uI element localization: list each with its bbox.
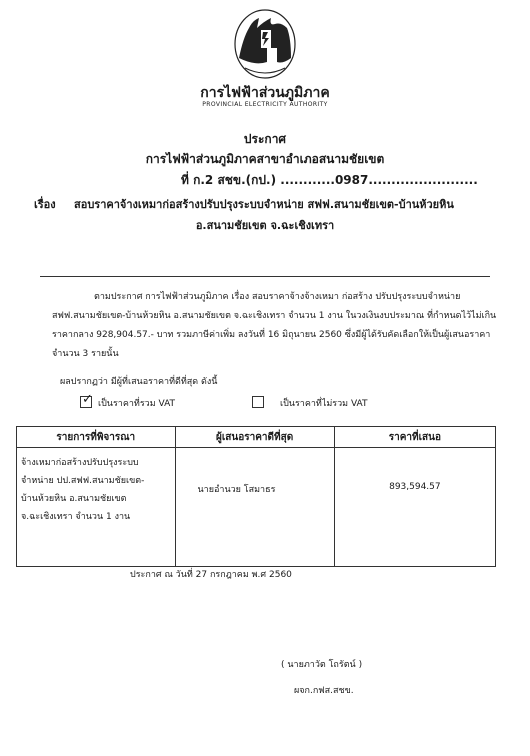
header-item: รายการที่พิจารณา [17, 427, 176, 448]
item-cell [17, 448, 176, 567]
subject-label: เรื่อง [34, 198, 56, 211]
announcement-title: ประกาศ [243, 132, 287, 146]
item-line: บ้านห้วยหิน อ.สนามชัยเขต [21, 494, 127, 504]
header-bidder: ผู้เสนอราคาดีที่สุด [175, 427, 334, 448]
vat-excluded-checkbox [252, 396, 264, 408]
result-label: ผลปรากฏว่า มีผู้ที่เสนอราคาที่ดีที่สุด ดังนี้ [60, 377, 218, 387]
divider-line [40, 276, 490, 277]
body-paragraph [52, 288, 500, 364]
table-row [17, 448, 496, 567]
reference-number: ที่ ก.2 สชข.(กป.) ............0987........................ [181, 173, 478, 187]
header-price: ราคาที่เสนอ [334, 427, 495, 448]
vat-included-label: เป็นราคาที่รวม VAT [98, 399, 176, 409]
price-cell [334, 448, 495, 567]
body-paragraph-text: ตามประกาศ การไฟฟ้าส่วนภูมิภาค เรื่อง สอบราคาจ้างจ้างเหมา ก่อสร้าง ปรับปรุงระบบจำหน่าย สฟฟ.สนามชัยเขต-บ้านห้วยหิน อ.สนามชัยเขต จ.ฉะเชิงเทรา จำนวน 1 งาน ในวงเงินงบประมาณ ที่กำหนดไว้ไม่เกินราคากลาง 928,904.57.- บาท รวมภาษีค่าเพิ่ม ลงวันที่ 16 มิถุนายน 2560 ซึ่งมีผู้ได้รับคัดเลือกให้เป็นผู้เสนอราคาจำนวน 3 รายนั้น [52, 292, 497, 359]
item-line: จ้างเหมาก่อสร้างปรับปรุงระบบ [21, 458, 139, 468]
org-name-thai: การไฟฟ้าส่วนภูมิภาค [200, 85, 330, 101]
bidder-cell [175, 448, 334, 567]
item-line: จำหน่าย ปป.สฟฟ.สนามชัยเขต- [21, 476, 145, 486]
signer-name: ( นายภาวัต โถรัตน์ ) [281, 660, 363, 670]
vat-excluded-label: เป็นราคาที่ไม่รวม VAT [280, 399, 368, 409]
pea-emblem-logo [233, 8, 297, 80]
bidder-name: นายอำนวย โสมาธร [197, 485, 276, 495]
signer-title: ผจก.กฟส.สชข. [294, 686, 354, 696]
vat-included-checkbox [80, 392, 93, 408]
table-header-row [17, 427, 496, 448]
checkmark-icon: ✓ [82, 392, 93, 407]
item-line: จ.ฉะเชิงเทรา จำนวน 1 งาน [21, 512, 131, 522]
subject-line-1: สอบราคาจ้างเหมาก่อสร้างปรับปรุงระบบจำหน่าย สฟฟ.สนามชัยเขต-บ้านห้วยหิน [74, 198, 454, 211]
bid-price: 893,594.57 [389, 482, 441, 492]
org-name-english: PROVINCIAL ELECTRICITY AUTHORITY [202, 101, 328, 108]
bid-results-table [16, 426, 496, 567]
announcement-date: ประกาศ ณ วันที่ 27 กรกฎาคม พ.ศ 2560 [130, 570, 292, 580]
subject-line-2: อ.สนามชัยเขต จ.ฉะเชิงเทรา [195, 219, 335, 232]
issuer-line: การไฟฟ้าส่วนภูมิภาคสาขาอำเภอสนามชัยเขต [145, 152, 385, 166]
